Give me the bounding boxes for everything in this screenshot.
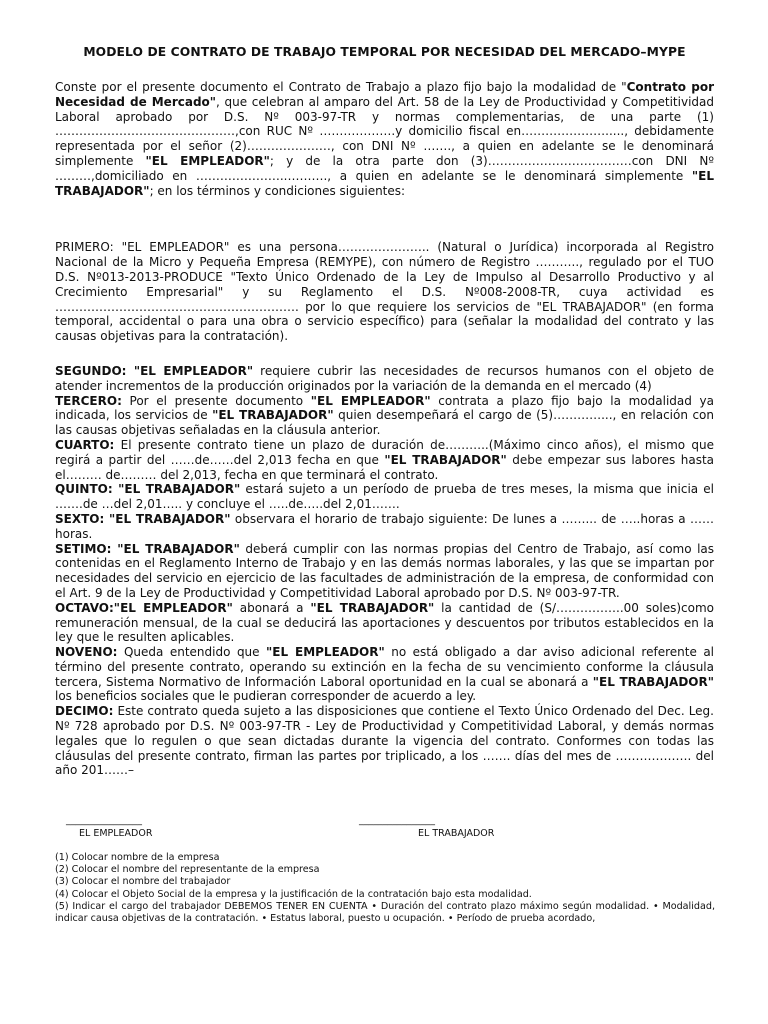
text-run: abonará a <box>232 600 311 615</box>
footnote: (1) Colocar nombre de la empresa <box>55 852 220 863</box>
worker-signature-label: EL TRABAJADOR <box>418 828 495 839</box>
bold-text-run: "EL EMPLEADOR" <box>266 645 385 660</box>
text-run: ; en los términos y condiciones siguientes: <box>149 183 406 198</box>
clauses-block <box>55 364 714 778</box>
text-run: ; y de la otra parte don (3)………………………………con DNI Nº ………,domiciliado en …………………..………., a quien en adelante se le denominará simplemente <box>55 153 714 183</box>
bold-text-run: "EL TRABAJADOR" <box>212 408 334 423</box>
text-run: no está obligado a dar aviso adicional referente al término del presente contrato, operando su extinción en la fecha de su vencimiento conforme la cláusula tercera, Sistema Normativo de Información Laboral oportunidad en la cual se abonará a <box>55 645 715 689</box>
bold-text-run: TERCERO: <box>55 393 122 408</box>
text-run: observara el horario de trabajo siguiente: De lunes a ……... de …..horas a …… horas. <box>55 511 715 541</box>
footnotes <box>55 852 715 925</box>
contract-clause <box>55 512 714 542</box>
bold-text-run: DECIMO: <box>55 704 114 719</box>
text-run: Conste por el presente documento el Contrato de Trabajo a plazo fijo bajo la modalidad de " <box>55 80 627 94</box>
intro-paragraph <box>55 80 714 198</box>
clause-primero <box>55 240 714 344</box>
bold-text-run: Contrato por Necesidad de Mercado" <box>55 80 715 109</box>
bold-text-run: "EL TRABAJADOR" <box>384 452 507 467</box>
text-run: deberá cumplir con las normas propias del Centro de Trabajo, así como las contenidas en el Reglamento Interno de Trabajo y en las demás normas laborales, y las que se impartan por necesidades del servicio en ejercicio de las facultades de administración de la empresa, de conformidad con el Art. 9 de la Ley de Productividad y Competitividad Laboral aprobado por D.S. Nº 003-97-TR. <box>55 541 715 600</box>
signature-area <box>0 816 768 846</box>
bold-text-run: SETIMO: "EL TRABAJADOR" <box>55 541 240 556</box>
text-run: estará sujeto a un período de prueba de tres meses, la misma que inicia el …….de …del 2,01….. y concluye el …..de…..del 2,01……. <box>55 482 714 512</box>
contract-clause <box>55 394 714 438</box>
text-run: Por el presente documento <box>121 393 311 408</box>
footnote: (2) Colocar el nombre del representante de la empresa <box>55 864 320 876</box>
contract-clause <box>55 542 714 601</box>
text-run: , que celebran al amparo del Art. 58 de la Ley de Productividad y Competitividad Laboral aprobado por D.S. Nº 003-97-TR y normas complementarias, de una parte (1) ………………………………………,con RUC Nº ……………….y domicilio fiscal en…………………....., debidamente representada por el señor (2)…………………, con DNI Nº ……., a quien en adelante se le denominará simplemente <box>55 94 714 168</box>
text-run: Este contrato queda sujeto a las disposiciones que contiene el Texto Único Ordenado del Dec. Leg. Nº 728 aprobado por D.S. Nº 003-97-TR - Ley de Productividad y Competitividad Laboral, y demás normas legales que lo regulen o que sean dictadas durante la vigencia del contrato. Conformes con todas las cláusulas del presente contrato, firman las partes por triplicado, a los ……. días del mes de ………………. del año 201……– <box>55 704 714 778</box>
contract-clause <box>55 601 714 645</box>
text-run: quien desempeñará el cargo de (5)…………..., en relación con las causas objetivas señaladas en la cláusula anterior. <box>55 408 714 438</box>
contract-clause <box>55 482 714 512</box>
bold-text-run: "EL TRABAJADOR" <box>310 600 435 615</box>
contract-clause <box>55 645 714 704</box>
text-run: la cantidad de (S/……………..00 soles)como remuneración mensual, de la cual se deducirá las aportaciones y descuentos por tributos establecidos en la ley que le resulten aplicables. <box>55 600 715 645</box>
bold-text-run: SEGUNDO: "EL EMPLEADOR" <box>55 363 254 378</box>
bold-text-run: SEXTO: "EL TRABAJADOR" <box>55 511 231 526</box>
text-run: los beneficios sociales que le pudieran corresponder de acuerdo a ley. <box>55 689 477 704</box>
text-run: contrata a plazo fijo bajo la modalidad ya indicada, los servicios de <box>55 393 714 423</box>
bold-text-run: "EL TRABAJADOR" <box>592 674 714 689</box>
contract-clause <box>55 438 714 482</box>
bold-text-run: OCTAVO:"EL EMPLEADOR" <box>55 600 233 615</box>
text-run: El presente contrato tiene un plazo de duración de………..(Máximo cinco años), el mismo que regirá a partir del ……de……del 2,013 fecha en que <box>55 437 714 467</box>
footnote: (4) Colocar el Objeto Social de la empresa y la justificación de la contratación bajo esta modalidad. <box>55 888 532 900</box>
text-run: debe empezar sus labores hasta el……… de……… del 2,013, fecha en que terminará el contrato. <box>55 452 714 482</box>
text-run: requiere cubrir las necesidades de recursos humanos con el objeto de atender incrementos de la producción originados por la variación de la demanda en el mercado (4) <box>55 363 715 393</box>
worker-signature-line: ________________ <box>359 815 435 826</box>
bold-text-run: "EL EMPLEADOR" <box>310 393 431 408</box>
document-title: MODELO DE CONTRATO DE TRABAJO TEMPORAL POR NECESIDAD DEL MERCADO–MYPE <box>83 45 686 59</box>
employer-signature-label: EL EMPLEADOR <box>79 828 153 839</box>
bold-text-run: "EL TRABAJADOR" <box>55 168 714 198</box>
contract-clause <box>55 364 714 394</box>
footnote: (3) Colocar el nombre del trabajador <box>55 876 231 888</box>
employer-signature-line: ________________ <box>66 815 142 826</box>
bold-text-run: NOVENO: <box>55 645 118 660</box>
footnote: (5) Indicar el cargo del trabajador DEBEMOS TENER EN CUENTA • Duración del contrato plazo máximo según modalidad. • Modalidad, indicar causa objetivas de la contratación. • Estatus laboral, puesto u ocupación. • Período de prueba acordado, <box>55 900 715 925</box>
text-run: PRIMERO: "EL EMPLEADOR" es una persona………………….. (Natural o Jurídica) incorporada al Registro Nacional de la Micro y Pequeña Empresa (REMYPE), con número de Registro ……….., regulado por el TUO D.S. Nº013-2013-PRODUCE "Texto Único Ordenado de la Ley de Impulso al Desarrollo Productivo y al Crecimiento Empresarial" y su Reglamento el D.S. Nº008-2008-TR, cuya actividad es ……………………………………………………. por lo que requiere los servicios de "EL TRABAJADOR" (en forma temporal, accidental o para una obra o servicio específico) para (señalar la modalidad del contrato y las causas objetivas para la contratación). <box>55 240 714 344</box>
bold-text-run: "EL EMPLEADOR" <box>145 153 270 168</box>
bold-text-run: CUARTO: <box>55 437 115 452</box>
contract-clause <box>55 704 714 778</box>
bold-text-run: QUINTO: "EL TRABAJADOR" <box>55 482 241 497</box>
text-run: Queda entendido que <box>117 645 267 660</box>
